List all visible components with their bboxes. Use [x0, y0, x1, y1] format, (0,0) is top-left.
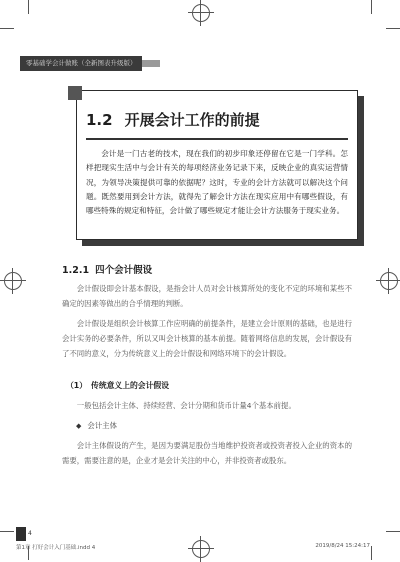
bullet-item	[76, 420, 117, 431]
body-paragraph: 会计主体假设的产生，是因为要满足股份当地维护投资者或投资者投入企业的资本的需要，需要注意的是，企业才是会计关注的中心，并非投资者或股东。	[62, 441, 352, 466]
registration-mark-icon	[380, 272, 398, 290]
crop-mark	[386, 28, 400, 29]
crop-mark	[28, 0, 29, 14]
subsection-heading	[62, 262, 152, 276]
body-paragraph: 一般包括会计主体、持续经营、会计分期和货币计量4个基本前提。	[76, 401, 296, 410]
title-divider	[86, 138, 348, 140]
subsection-title: 四个会计假设	[95, 265, 153, 276]
page-number-tab	[16, 527, 26, 541]
registration-mark-icon	[192, 4, 210, 22]
running-header-accent	[142, 60, 160, 67]
subsubsection-number: （1）	[66, 381, 88, 390]
registration-mark-icon	[4, 272, 22, 290]
page-number: 4	[28, 530, 32, 537]
body-paragraph: 会计假设是组织会计核算工作应明确的前提条件，是建立会计原则的基础，也是进行会计实务的必要条件，所以又叫会计核算的基本前提。随着网络信息的发展，会计假设有了不同的意义，分为传统意义上的会计假设和网络环境下的会计假设。	[62, 319, 352, 359]
body-paragraph: 会计假设即会计基本假设，是指会计人员对会计核算所处的变化不定的环境和某些不确定的因素等做出的合乎情理的判断。	[62, 284, 352, 309]
footer-timestamp: 2019/8/24 15:24:17	[315, 543, 370, 549]
footer-file-name: 第1章 打好会计入门基础.indd 4	[16, 545, 96, 551]
registration-mark-icon	[192, 540, 210, 558]
title-box-corner-tag	[68, 86, 82, 100]
section-heading	[86, 109, 260, 130]
bullet-label: 会计主体	[87, 421, 117, 430]
section-number: 1.2	[86, 111, 113, 129]
subsubsection-title: 传统意义上的会计假设	[91, 381, 169, 390]
diamond-bullet-icon: ◆	[76, 422, 82, 430]
section-intro: 会计是一门古老的技术，现在我们的初步印象还停留在它是一门学科。怎样把现实生活中与会计有关的每项经济业务记录下来，反映企业的真实运营情况，为领导决策提供可靠的依据呢？这时，专业的会计方法就可以解决这个问题。既然要用到会计方法，就得先了解会计方法在现实应用中有哪些假设，有哪些特殊的规定和特征，会计做了哪些规定才能让会计方法服务于现实业务。	[86, 149, 348, 216]
crop-mark	[386, 531, 400, 532]
running-header: 零基础学会计做账（全新图表升级版）	[20, 56, 142, 71]
subsubsection-heading	[66, 380, 169, 391]
subsection-number: 1.2.1	[62, 265, 90, 276]
crop-mark	[0, 28, 14, 29]
crop-mark	[0, 531, 14, 532]
section-title: 开展会计工作的前提	[124, 111, 260, 129]
crop-mark	[371, 546, 372, 560]
crop-mark	[371, 0, 372, 14]
